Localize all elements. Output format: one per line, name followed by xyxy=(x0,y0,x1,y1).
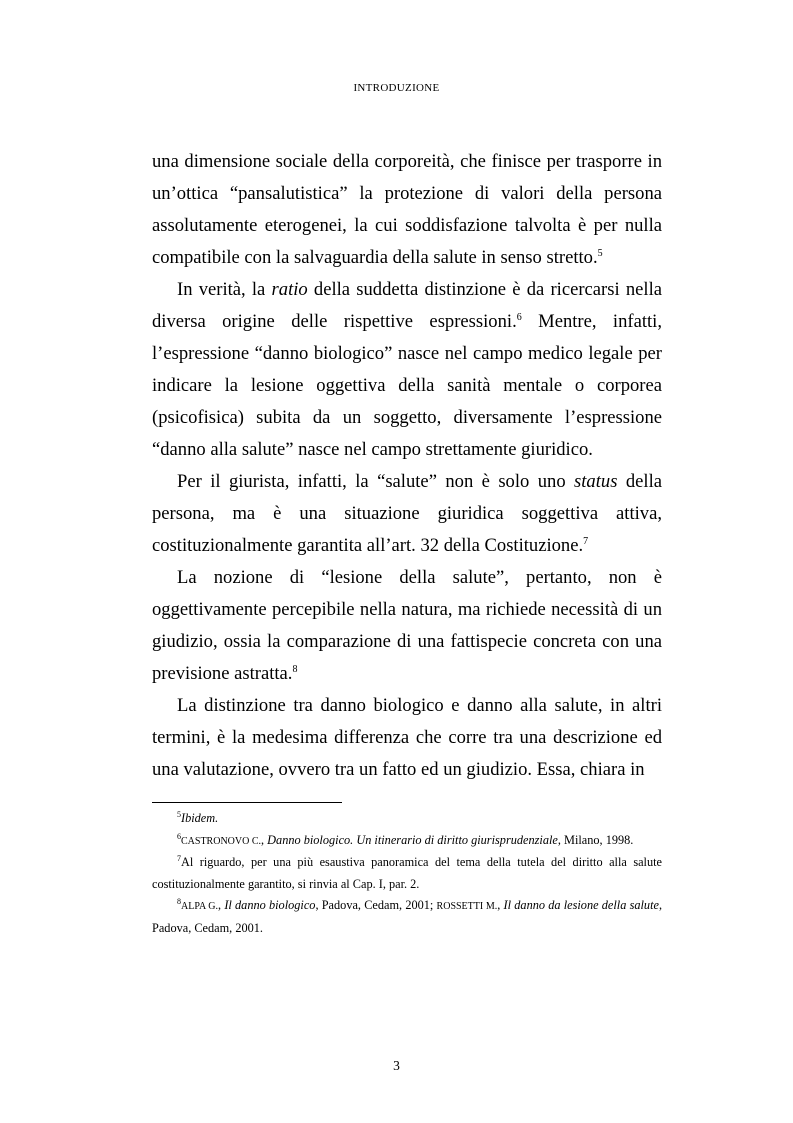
paragraph-2-text-a: In verità, la xyxy=(177,279,272,300)
status-term: status xyxy=(574,471,618,492)
ratio-term: ratio xyxy=(271,279,308,300)
paragraph-3-text-a: Per il giurista, infatti, la “salute” non è solo uno xyxy=(177,471,575,492)
footnote-8-number: 8 xyxy=(177,897,181,906)
paragraph-3-text-b: della persona, ma è una situazione giuridica soggettiva attiva, costituzionalmente garantita all’art. 32 della Costituzione. xyxy=(152,471,662,556)
footnote-6-sep: , xyxy=(261,832,268,847)
running-header: INTRODUZIONE xyxy=(353,82,440,94)
paragraph-2 xyxy=(152,274,662,466)
page-number: 3 xyxy=(393,1058,400,1073)
footnote-7-number: 7 xyxy=(177,854,181,863)
footnote-8-title-2: Il danno da lesione della salute xyxy=(503,898,659,912)
paragraph-4 xyxy=(152,562,662,690)
paragraph-3 xyxy=(152,466,662,562)
footnote-8-rest-2: , Padova, Cedam, 2001. xyxy=(152,898,663,935)
footnote-8-author-1: ALPA G. xyxy=(181,901,219,912)
footnote-6 xyxy=(152,830,662,853)
footnote-8 xyxy=(152,895,662,939)
footnote-7 xyxy=(152,852,662,895)
footnote-8-sep-1: , xyxy=(218,898,225,912)
paragraph-4-text: La nozione di “lesione della salute”, pertanto, non è oggettivamente percepibile nella natura, ma richiede necessità di un giudizio, ossia la comparazione di una fattispecie concreta con una previsione astratta. xyxy=(152,567,662,684)
paragraph-1-text: una dimensione sociale della corporeità, che finisce per trasporre in un’ottica “pansalutistica” la protezione di valori della persona assolutamente eterogenei, la cui soddisfazione talvolta è per nulla compatibile con la salvaguardia della salute in senso stretto. xyxy=(152,151,662,268)
paragraph-5 xyxy=(152,690,662,786)
footnote-ref-5: 5 xyxy=(597,248,603,259)
footnote-8-title-1: Il danno biologico xyxy=(224,898,316,912)
footnotes xyxy=(152,808,662,939)
footnote-8-rest-1: , Padova, Cedam, 2001; xyxy=(315,898,437,912)
footnote-8-sep-2: , xyxy=(497,898,504,912)
paragraph-5-text: La distinzione tra danno biologico e danno alla salute, in altri termini, è la medesima differenza che corre tra una descrizione ed una valutazione, ovvero tra un fatto ed un giudizio. Essa, chiara in xyxy=(152,695,662,780)
footnote-ref-6: 6 xyxy=(516,312,522,323)
footnote-ref-8: 8 xyxy=(292,664,298,675)
footnote-5-text: Ibidem. xyxy=(181,811,219,825)
footnote-6-number: 6 xyxy=(177,831,181,841)
paragraph-1 xyxy=(152,146,662,274)
footnote-7-text: Al riguardo, per una più esaustiva panoramica del tema della tutela del diritto alla salute costituzionalmente garantito, si rinvia al Cap. I, par. 2. xyxy=(152,855,662,891)
footnote-6-author: CASTRONOVO C. xyxy=(181,835,262,847)
footnote-6-title: Danno biologico. Un itinerario di diritto giurisprudenziale xyxy=(267,832,558,847)
footnote-5 xyxy=(152,808,662,830)
paragraph-2-text-c: Mentre, infatti, l’espressione “danno biologico” nasce nel campo medico legale per indicare la lesione oggettiva della sanità mentale o corporea (psicofisica) subita da un soggetto, diversamente l’espressione “danno alla salute” nasce nel campo strettamente giuridico. xyxy=(152,311,662,460)
footnote-6-rest: , Milano, 1998. xyxy=(557,832,634,847)
body-text xyxy=(152,146,662,786)
footnote-8-author-2: ROSSETTI M. xyxy=(436,901,498,912)
footnote-separator xyxy=(152,802,342,803)
paragraph-2-text-b: della suddetta distinzione è da ricercarsi nella diversa origine delle rispettive espressioni. xyxy=(152,279,662,332)
footnote-ref-7: 7 xyxy=(583,536,589,547)
footnote-5-number: 5 xyxy=(177,810,181,819)
